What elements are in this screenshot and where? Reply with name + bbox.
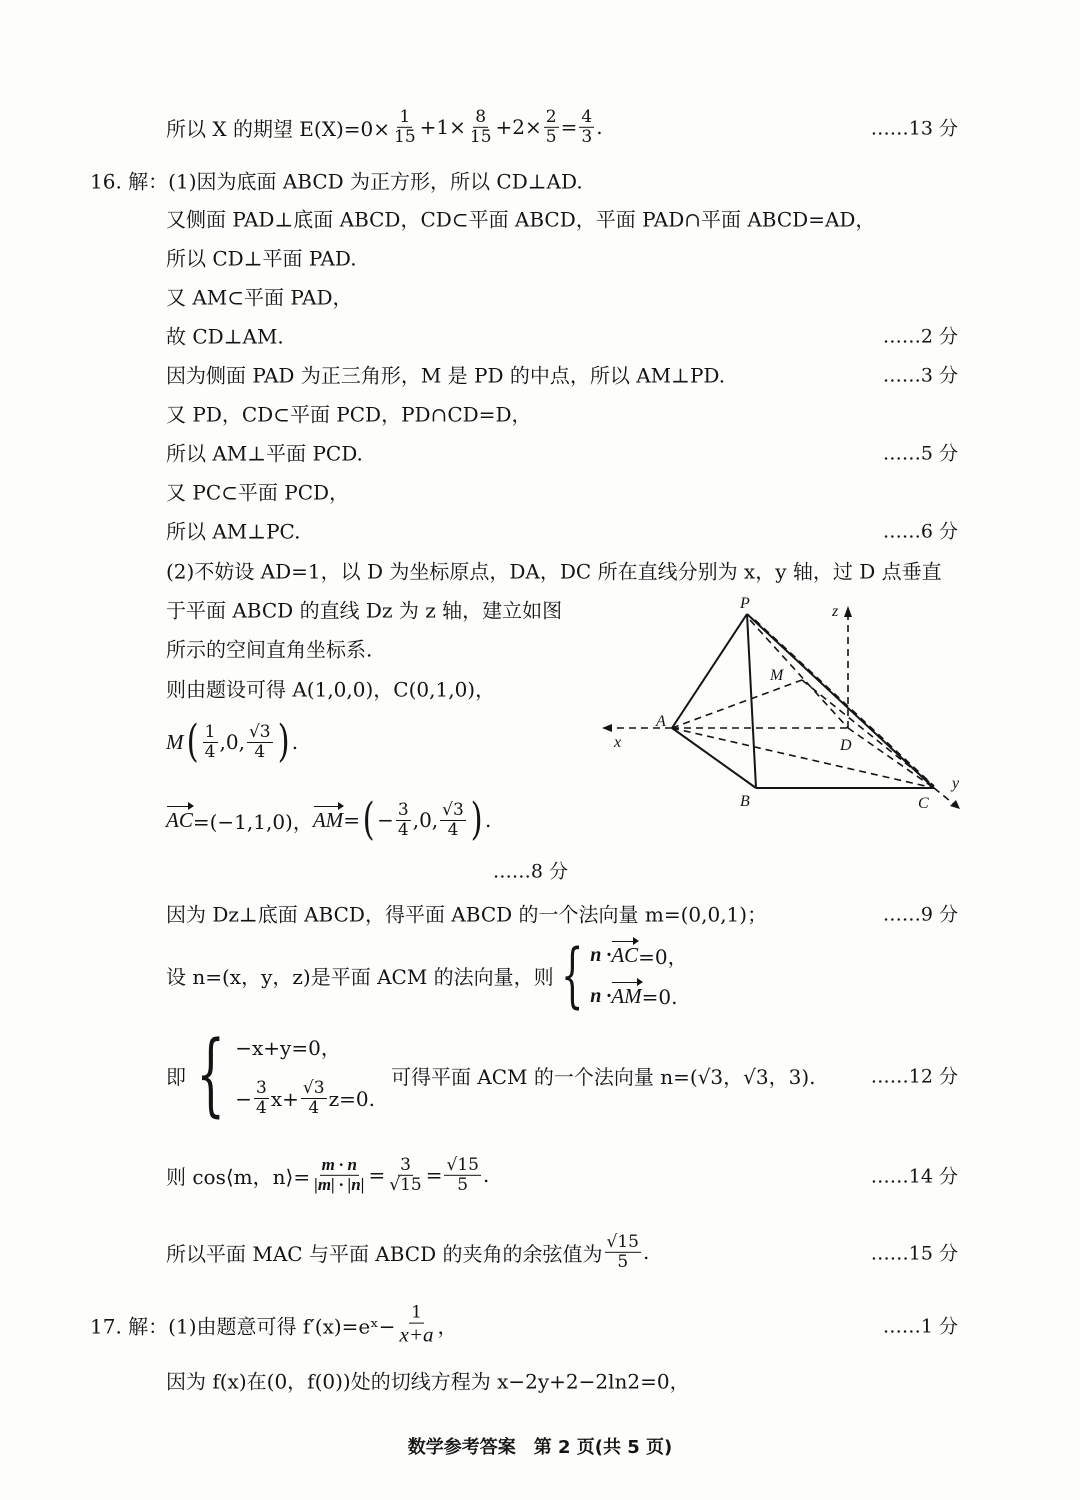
edge-pb <box>747 614 756 788</box>
score: ……12 分 <box>870 1065 958 1088</box>
edge-pc <box>747 614 934 788</box>
den: 4 <box>256 1098 267 1118</box>
text-line: 又 PD，CD⊂平面 PCD，PD∩CD=D， <box>166 402 532 427</box>
label-c: C <box>918 795 929 812</box>
text-line: (2)不妨设 AD=1，以 D 为坐标原点，DA，DC 所在直线分别为 x，y 轴，过 D 点垂直 <box>166 559 942 584</box>
label-b: B <box>740 793 750 810</box>
num: 2 <box>545 106 557 127</box>
num: √15 <box>606 1231 639 1252</box>
text: 17. 解：(1)由题意可得 f′(x)=eˣ− <box>90 1314 396 1339</box>
text: . <box>596 115 603 139</box>
vector-am: AM <box>312 807 344 832</box>
equation <box>590 984 687 1009</box>
num: √3 <box>248 721 271 742</box>
text: 即 <box>166 1064 186 1089</box>
fraction <box>440 801 466 839</box>
segment-ac <box>672 728 934 788</box>
text: . <box>485 808 492 832</box>
fraction <box>396 801 411 839</box>
score: ……15 分 <box>870 1242 958 1265</box>
text: − <box>377 808 394 832</box>
num: 1 <box>411 1302 422 1323</box>
text: n · <box>590 985 612 1007</box>
paren: ( <box>186 716 199 767</box>
score: ……14 分 <box>870 1165 958 1188</box>
score: ……5 分 <box>882 442 958 465</box>
score: ……3 分 <box>882 364 958 387</box>
den: 4 <box>254 741 266 762</box>
text: = <box>368 1163 386 1187</box>
segment-am <box>672 680 802 728</box>
num: 3 <box>400 1154 411 1175</box>
fraction <box>444 1156 480 1194</box>
label-z: z <box>832 603 839 620</box>
text: = <box>425 1163 443 1187</box>
text: . <box>291 730 299 754</box>
num: √3 <box>302 1078 325 1099</box>
text: . <box>482 1163 490 1187</box>
paren: ) <box>277 716 290 767</box>
vector-ac: AC <box>166 807 193 832</box>
text: ,0, <box>219 730 245 754</box>
text: = <box>343 808 360 832</box>
text: 则 cos⟨m，n⟩= <box>166 1164 311 1189</box>
fraction <box>468 108 494 146</box>
text: ， <box>437 1314 458 1339</box>
den: 4 <box>397 819 409 840</box>
text: 所以平面 MAC 与平面 ABCD 的夹角的余弦值为 <box>166 1241 603 1266</box>
text-line: 因为 f(x)在(0，f(0))处的切线方程为 x−2y+2−2ln2=0， <box>166 1369 690 1394</box>
text: +2× <box>495 115 542 139</box>
den: 3 <box>581 126 593 147</box>
num: m · n <box>321 1154 357 1174</box>
edge-pa <box>672 614 747 728</box>
num: 8 <box>475 106 487 127</box>
q17-header <box>90 1304 458 1347</box>
den: 4 <box>447 819 459 840</box>
text-line: 故 CD⊥AM. <box>166 324 284 349</box>
label-m: M <box>770 667 784 684</box>
fraction <box>387 1156 423 1194</box>
den: 5 <box>545 126 557 147</box>
den: 5 <box>457 1174 469 1195</box>
paren: ) <box>470 794 483 845</box>
num: √3 <box>442 799 464 820</box>
score: ……1 分 <box>882 1315 958 1338</box>
text: n · <box>590 944 612 966</box>
den: |m| · |n| <box>314 1174 365 1194</box>
vectors-line <box>166 794 492 845</box>
z-arrow <box>844 606 852 617</box>
pyramid-figure <box>590 590 980 820</box>
fraction <box>392 108 418 146</box>
fraction <box>312 1156 366 1194</box>
text-line: 所以 AM⊥平面 PCD. <box>166 441 363 466</box>
text: − <box>235 1086 253 1111</box>
score: ……6 分 <box>882 520 958 543</box>
q16-header: 16. 解：(1)因为底面 ABCD 为正方形，所以 CD⊥AD. <box>90 169 583 194</box>
fraction <box>579 108 594 146</box>
num: 1 <box>204 721 216 742</box>
den: √15 <box>389 1174 422 1195</box>
den: 4 <box>308 1098 320 1118</box>
fraction <box>247 723 273 761</box>
text: =0. <box>641 984 678 1009</box>
equation <box>235 1079 375 1117</box>
text: 可得平面 ACM 的一个法向量 n=(√3，√3，3). <box>390 1064 816 1089</box>
paren: ( <box>362 794 375 845</box>
den: 15 <box>469 126 492 147</box>
den: 4 <box>204 741 216 762</box>
point-m <box>166 716 299 767</box>
den: x+a <box>399 1322 434 1347</box>
score: ……9 分 <box>882 903 958 926</box>
text-line: 又 PC⊂平面 PCD， <box>166 480 350 505</box>
x-arrow <box>602 724 612 732</box>
cosine-line <box>166 1156 489 1194</box>
text: ,0, <box>412 808 439 832</box>
text-line: 于平面 ABCD 的直线 Dz 为 z 轴，建立如图 <box>166 598 563 623</box>
text-line: 因为 Dz⊥底面 ABCD，得平面 ABCD 的一个法向量 m=(0,0,1)； <box>166 902 768 927</box>
text-line: 所以 AM⊥PC. <box>166 519 301 544</box>
text-line: 所以 CD⊥平面 PAD. <box>166 246 357 271</box>
num: √15 <box>446 1154 479 1175</box>
text: =0， <box>638 945 688 969</box>
text: +1× <box>419 115 466 139</box>
text: . <box>642 1240 650 1264</box>
text: =(−1,1,0)， <box>192 809 313 834</box>
text-line: 所示的空间直角坐标系. <box>166 637 373 662</box>
fraction <box>203 723 218 761</box>
fraction <box>398 1304 436 1347</box>
brace: { <box>196 1022 225 1127</box>
equation-system-line <box>166 1022 816 1127</box>
conclusion-line <box>166 1233 649 1271</box>
label-p: P <box>740 595 750 612</box>
vector-am: AM <box>611 984 642 1008</box>
page-footer: 数学参考答案 第 2 页(共 5 页) <box>407 1437 673 1458</box>
equation <box>590 941 687 970</box>
equation-system <box>235 1032 375 1117</box>
fraction <box>301 1079 327 1117</box>
text-line: 又侧面 PAD⊥底面 ABCD，CD⊂平面 ABCD，平面 PAD∩平面 ABCD=AD， <box>166 207 876 232</box>
normal-vector-setup <box>166 934 688 1016</box>
score: ……2 分 <box>882 325 958 348</box>
score: ……13 分 <box>870 117 958 140</box>
edge-dc <box>848 728 934 788</box>
fraction <box>605 1233 641 1271</box>
text: z=0. <box>328 1086 375 1111</box>
label-d: D <box>840 737 852 754</box>
text: 所以 X 的期望 E(X)=0× <box>166 116 390 141</box>
fraction <box>544 108 559 146</box>
num: 4 <box>581 106 593 127</box>
brace: { <box>560 934 584 1016</box>
num: 3 <box>397 799 409 820</box>
den: 5 <box>617 1251 629 1272</box>
segment-pc-dash <box>755 620 934 786</box>
label-y: y <box>952 775 960 792</box>
text: 设 n=(x，y，z)是平面 ACM 的法向量，则 <box>166 964 554 989</box>
text: M <box>166 729 184 754</box>
equation-system <box>590 941 687 1009</box>
text-line: 因为侧面 PAD 为正三角形，M 是 PD 的中点，所以 AM⊥PD. <box>166 363 726 388</box>
vector-ac: AC <box>611 943 639 967</box>
score: ……8 分 <box>492 860 568 883</box>
text: x+ <box>270 1086 299 1111</box>
text-line: 又 AM⊂平面 PAD， <box>166 285 353 310</box>
expectation-line <box>166 108 603 146</box>
num: 1 <box>399 106 411 127</box>
text: = <box>560 115 578 139</box>
edge-pd <box>750 620 848 728</box>
num: 3 <box>256 1078 267 1099</box>
fraction <box>254 1079 269 1117</box>
label-a: A <box>656 713 666 730</box>
text-line: 则由题设可得 A(1,0,0)，C(0,1,0)， <box>166 677 496 702</box>
den: 15 <box>394 126 416 147</box>
label-x: x <box>614 734 622 751</box>
y-arrow <box>950 800 960 809</box>
equation: −x+y=0， <box>235 1036 341 1061</box>
